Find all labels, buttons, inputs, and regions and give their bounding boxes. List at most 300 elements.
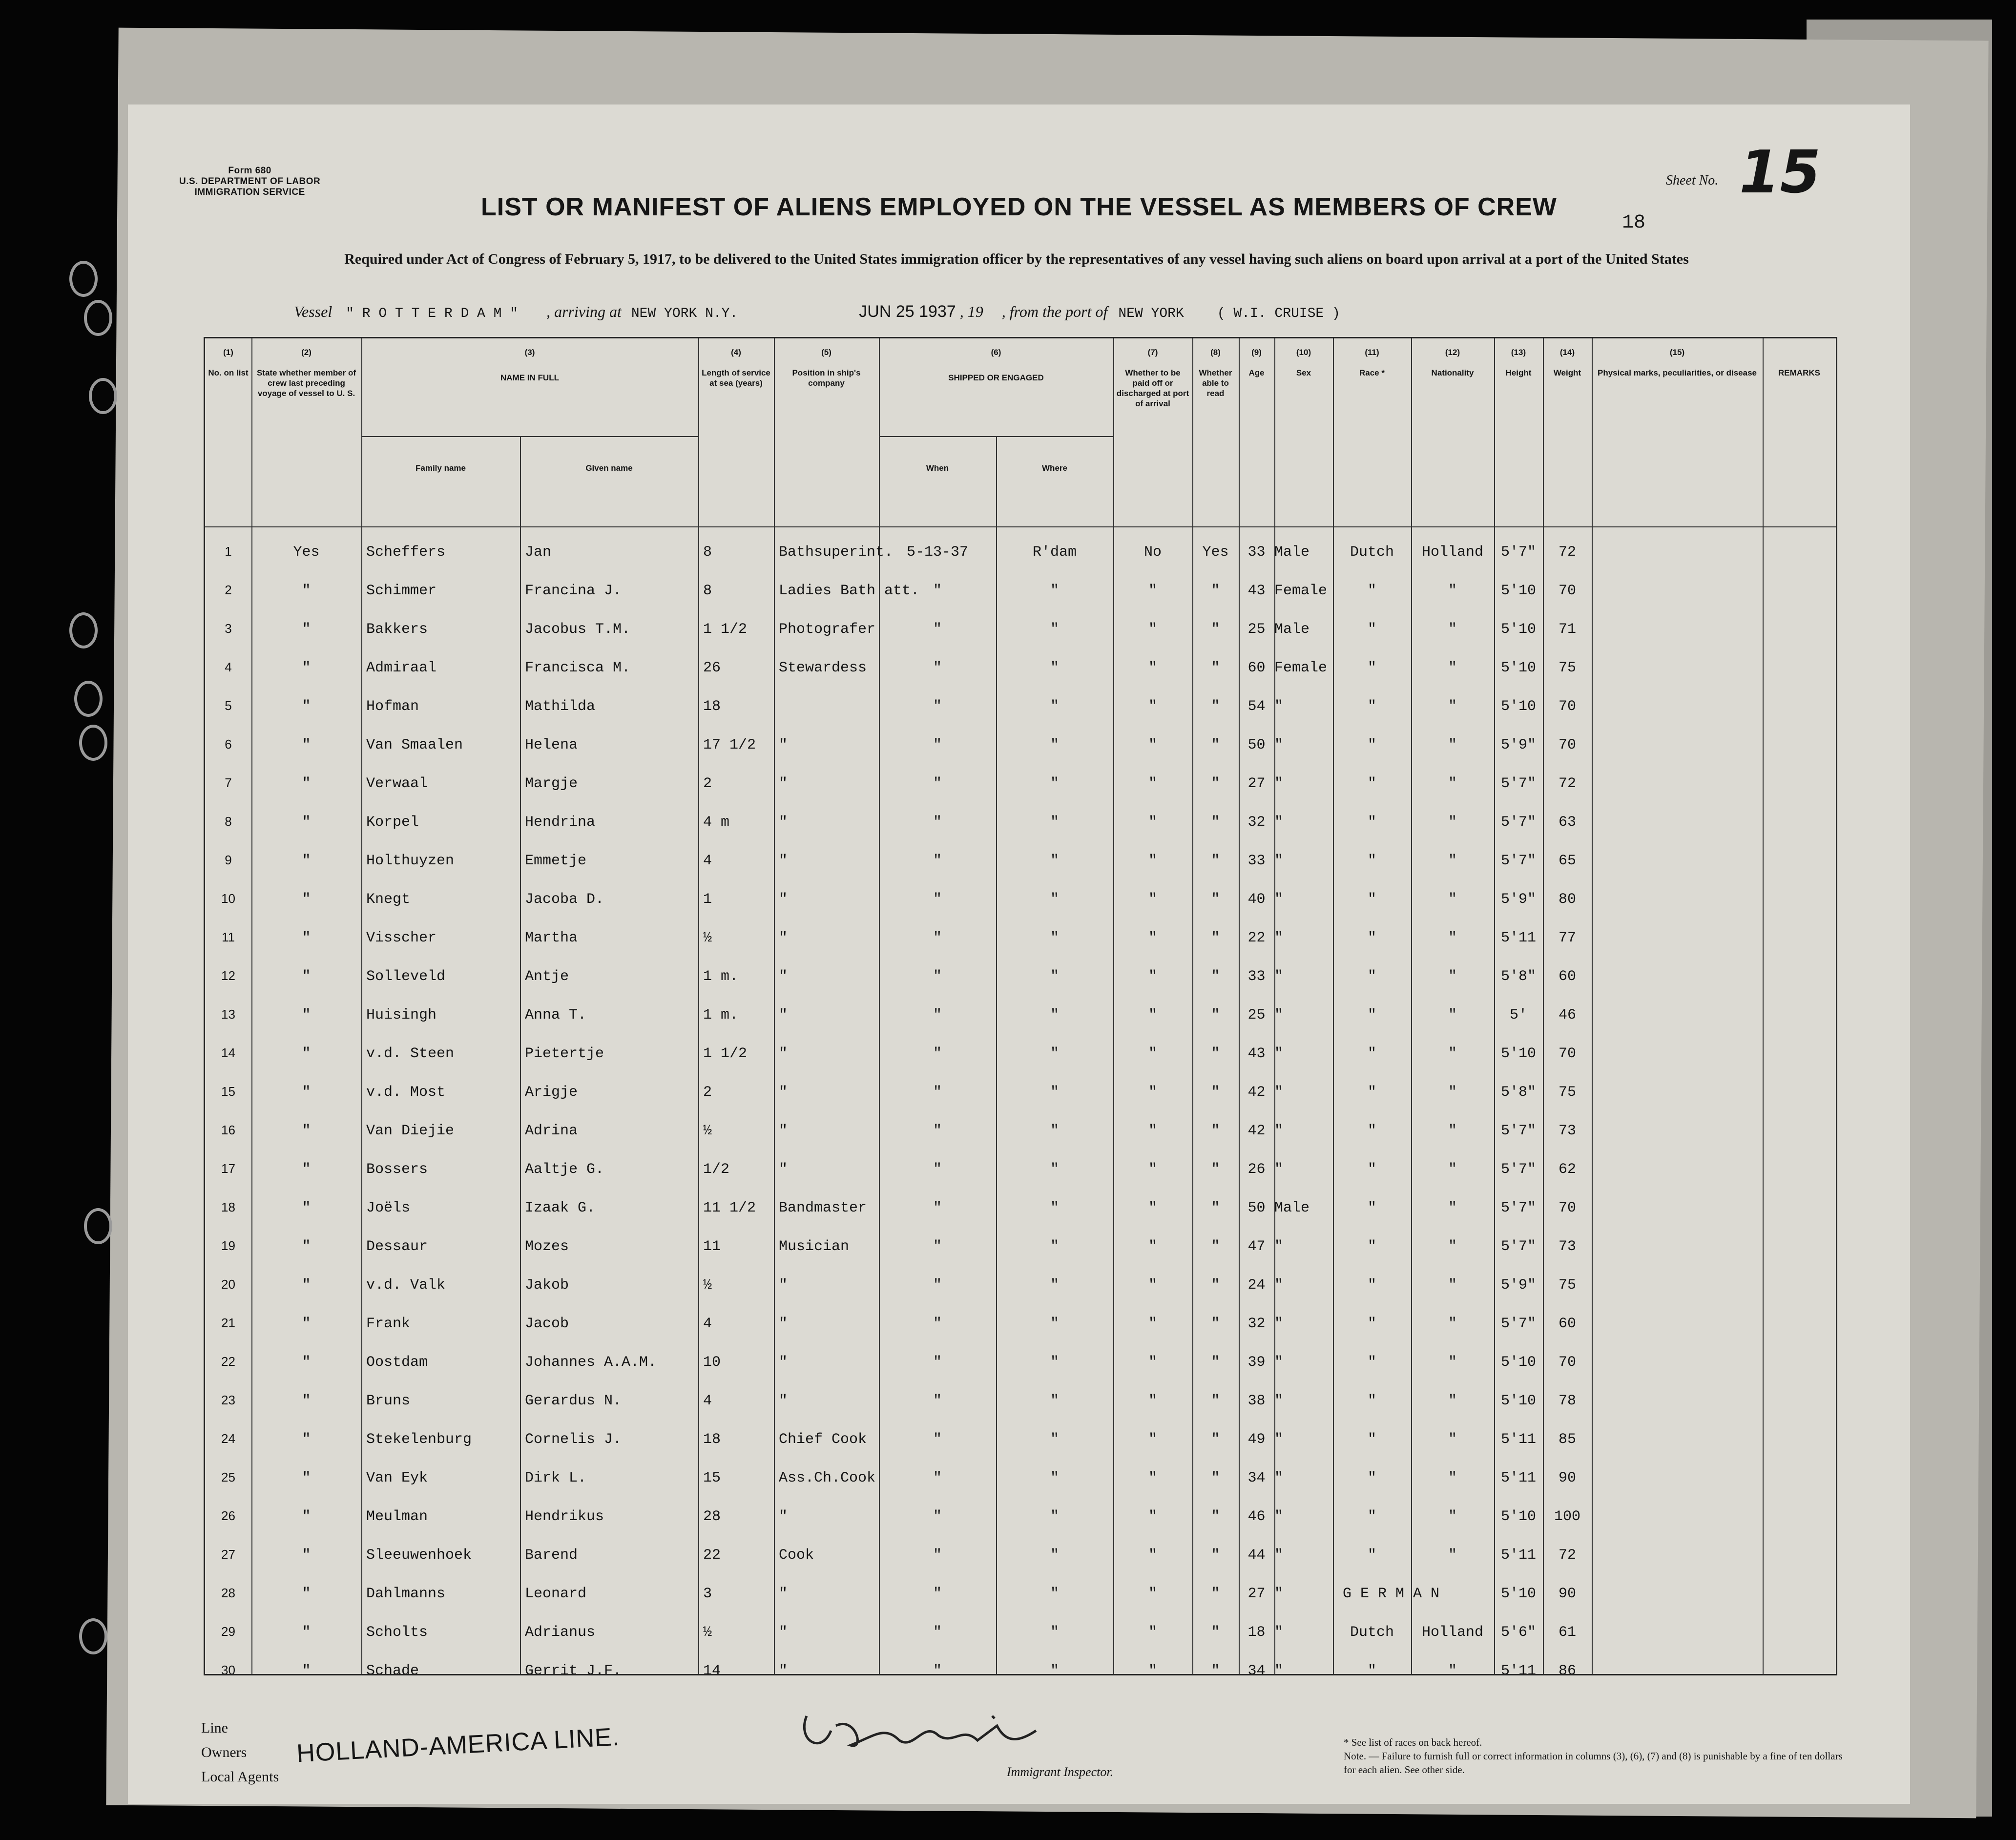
cell-age: 43: [1247, 583, 1266, 599]
cell-given: Margje: [525, 775, 578, 792]
cell-height: 5'10: [1500, 660, 1536, 676]
cell-position: ": [779, 1084, 788, 1101]
cell-prev: ": [302, 1547, 311, 1564]
cell-family: Holthuyzen: [366, 853, 455, 869]
cell-nat: ": [1448, 1393, 1457, 1409]
form-service: IMMIGRATION SERVICE: [194, 187, 305, 197]
cell-age: 25: [1247, 621, 1266, 638]
cell-position: Ass.Ch.Cook: [779, 1470, 876, 1486]
cell-no: 17: [221, 1161, 235, 1176]
cruise-note: ( W.I. CRUISE ): [1217, 306, 1340, 321]
cell-weight: 46: [1558, 1007, 1576, 1024]
cell-position: Ladies Bath att.: [779, 583, 920, 599]
cell-nat: ": [1448, 737, 1457, 753]
cell-nat: ": [1448, 775, 1457, 792]
cell-prev: ": [302, 1663, 311, 1679]
table-row: [205, 1306, 1836, 1344]
cell-height: 5'8": [1500, 1084, 1536, 1101]
cell-prev: ": [302, 1007, 311, 1024]
cell-paid: ": [1148, 1393, 1157, 1409]
cell-no: 2: [225, 583, 232, 597]
cell-race: ": [1367, 968, 1376, 985]
cell-sex: ": [1274, 698, 1284, 715]
cell-height: 5': [1509, 1007, 1527, 1024]
cell-given: Jan: [525, 544, 552, 561]
table-row: [205, 1113, 1836, 1151]
cell-sex: ": [1274, 1586, 1284, 1602]
table-row: [205, 1460, 1836, 1499]
cell-prev: ": [302, 930, 311, 946]
cell-position: ": [779, 1586, 788, 1602]
cell-nat: ": [1448, 1238, 1457, 1255]
cell-no: 23: [221, 1393, 235, 1407]
cell-service: ½: [703, 1277, 712, 1294]
cell-where: ": [1050, 660, 1059, 676]
cell-where: ": [1050, 775, 1059, 792]
cell-age: 60: [1247, 660, 1266, 676]
cell-read: ": [1211, 1393, 1220, 1409]
cell-position: ": [779, 1316, 788, 1332]
cell-given: Emmetje: [525, 853, 587, 869]
table-row: [205, 959, 1836, 997]
cell-weight: 72: [1558, 544, 1576, 561]
cell-nat: ": [1448, 1547, 1457, 1564]
cell-sex: ": [1274, 1663, 1284, 1679]
table-row: [205, 1537, 1836, 1576]
cell-position: ": [779, 930, 788, 946]
cell-height: 5'11: [1500, 1431, 1536, 1448]
cell-prev: ": [302, 1238, 311, 1255]
table-row: [205, 689, 1836, 727]
cell-height: 5'8": [1500, 968, 1536, 985]
cell-prev: ": [302, 1624, 311, 1641]
line-label: Line: [201, 1720, 228, 1736]
cell-race: Dutch: [1350, 1624, 1394, 1641]
cell-paid: ": [1148, 698, 1157, 715]
cell-height: 5'7": [1500, 775, 1536, 792]
subcolumn-header-family: Family name: [416, 463, 466, 473]
cell-weight: 60: [1558, 968, 1576, 985]
column-header: Height: [1505, 368, 1532, 377]
cell-prev: ": [302, 660, 311, 676]
cell-sex: ": [1274, 853, 1284, 869]
cell-where: ": [1050, 583, 1059, 599]
cell-race: ": [1367, 1045, 1376, 1062]
cell-nat: ": [1448, 968, 1457, 985]
cell-paid: ": [1148, 621, 1157, 638]
cell-weight: 85: [1558, 1431, 1576, 1448]
cell-age: 34: [1247, 1663, 1266, 1679]
cell-nat: ": [1448, 930, 1457, 946]
cell-no: 6: [225, 737, 232, 752]
cell-position: Musician: [779, 1238, 850, 1255]
cell-given: Izaak G.: [525, 1200, 596, 1216]
cell-paid: No: [1143, 544, 1162, 561]
cell-race: ": [1367, 1316, 1376, 1332]
cell-family: v.d. Most: [366, 1084, 446, 1101]
cell-when: ": [933, 1586, 942, 1602]
cell-paid: ": [1148, 1238, 1157, 1255]
cell-prev: ": [302, 1045, 311, 1062]
cell-height: 5'7": [1500, 1200, 1536, 1216]
cell-age: 32: [1247, 1316, 1266, 1332]
cell-paid: ": [1148, 1431, 1157, 1448]
cell-height: 5'11: [1500, 930, 1536, 946]
cell-prev: ": [302, 1470, 311, 1486]
cell-no: 14: [221, 1045, 235, 1060]
cell-service: 18: [703, 698, 721, 715]
cell-nat: ": [1448, 1007, 1457, 1024]
cell-paid: ": [1148, 1354, 1157, 1371]
cell-given: Leonard: [525, 1586, 587, 1602]
cell-prev: ": [302, 775, 311, 792]
cell-when: ": [933, 891, 942, 908]
cell-read: ": [1211, 1200, 1220, 1216]
cell-given: Gerardus N.: [525, 1393, 622, 1409]
cell-weight: 72: [1558, 775, 1576, 792]
cell-sex: Male: [1274, 1200, 1310, 1216]
cell-position: ": [779, 1663, 788, 1679]
cell-race: ": [1367, 1431, 1376, 1448]
punch-hole-icon: [69, 612, 98, 648]
cell-position: ": [779, 1277, 788, 1294]
cell-position: Photografer: [779, 621, 876, 638]
cell-race: ": [1367, 1470, 1376, 1486]
cell-read: ": [1211, 698, 1220, 715]
cell-no: 12: [221, 968, 235, 983]
cell-no: 10: [221, 891, 235, 906]
cell-given: Jacoba D.: [525, 891, 604, 908]
cell-paid: ": [1148, 1045, 1157, 1062]
cell-when: ": [933, 930, 942, 946]
cell-race: ": [1367, 891, 1376, 908]
cell-when: ": [933, 1316, 942, 1332]
cell-family: Solleveld: [366, 968, 446, 985]
cell-where: ": [1050, 1277, 1059, 1294]
cell-race: ": [1367, 814, 1376, 831]
cell-service: 11 1/2: [703, 1200, 756, 1216]
cell-height: 5'10: [1500, 583, 1536, 599]
cell-no: 13: [221, 1007, 235, 1022]
cell-where: ": [1050, 1663, 1059, 1679]
column-header: Whether to be paid off or discharged at port of arrival: [1116, 368, 1189, 408]
cell-no: 29: [221, 1624, 235, 1639]
column-header: Sex: [1296, 368, 1311, 377]
cell-nat: ": [1448, 621, 1457, 638]
cell-prev: Yes: [293, 544, 320, 561]
cell-given: Hendrikus: [525, 1508, 604, 1525]
cell-sex: Female: [1274, 583, 1328, 599]
cell-weight: 70: [1558, 583, 1576, 599]
cell-no: 22: [221, 1354, 235, 1369]
cell-age: 44: [1247, 1547, 1266, 1564]
cell-where: ": [1050, 1238, 1059, 1255]
cell-weight: 100: [1554, 1508, 1580, 1525]
cell-family: v.d. Valk: [366, 1277, 446, 1294]
cell-read: ": [1211, 930, 1220, 946]
cell-age: 42: [1247, 1084, 1266, 1101]
cell-service: ½: [703, 1624, 712, 1641]
cell-age: 18: [1247, 1624, 1266, 1641]
cell-family: Joëls: [366, 1200, 411, 1216]
cell-given: Adrina: [525, 1123, 578, 1139]
cell-prev: ": [302, 583, 311, 599]
cell-paid: ": [1148, 660, 1157, 676]
table-row: [205, 997, 1836, 1036]
cell-no: 1: [225, 544, 232, 559]
cell-weight: 75: [1558, 1084, 1576, 1101]
cell-age: 38: [1247, 1393, 1266, 1409]
cell-prev: ": [302, 1508, 311, 1525]
cell-given: Barend: [525, 1547, 578, 1564]
cell-read: ": [1211, 737, 1220, 753]
cell-age: 50: [1247, 1200, 1266, 1216]
cell-family: Bruns: [366, 1393, 411, 1409]
cell-weight: 77: [1558, 930, 1576, 946]
column-number: (15): [1669, 348, 1685, 357]
cell-sex: ": [1274, 930, 1284, 946]
cell-sex: ": [1274, 814, 1284, 831]
cell-sex: ": [1274, 1624, 1284, 1641]
cell-when: ": [933, 1084, 942, 1101]
cell-given: Jacob: [525, 1316, 569, 1332]
arriving-label: , arriving at: [546, 303, 622, 320]
cell-family: Van Smaalen: [366, 737, 463, 753]
cell-paid: ": [1148, 1547, 1157, 1564]
column-number: (10): [1296, 348, 1311, 357]
cell-when: ": [933, 583, 942, 599]
column-number: (13): [1511, 348, 1526, 357]
table-row: [205, 1267, 1836, 1306]
cell-read: ": [1211, 1316, 1220, 1332]
column-header: Race *: [1359, 368, 1385, 377]
cell-where: ": [1050, 1470, 1059, 1486]
cell-read: ": [1211, 1161, 1220, 1178]
cell-position: ": [779, 891, 788, 908]
cell-service: 3: [703, 1586, 712, 1602]
cell-weight: 78: [1558, 1393, 1576, 1409]
cell-sex: Male: [1274, 621, 1310, 638]
cell-service: ½: [703, 930, 712, 946]
cell-weight: 63: [1558, 814, 1576, 831]
cell-service: 10: [703, 1354, 721, 1371]
cell-paid: ": [1148, 891, 1157, 908]
cell-when: ": [933, 1200, 942, 1216]
cell-service: 4: [703, 1316, 712, 1332]
cell-race: ": [1367, 1161, 1376, 1178]
cell-where: ": [1050, 1586, 1059, 1602]
cell-paid: ": [1148, 1663, 1157, 1679]
cell-prev: ": [302, 1354, 311, 1371]
cell-given: Cornelis J.: [525, 1431, 622, 1448]
cell-read: ": [1211, 621, 1220, 638]
cell-weight: 75: [1558, 1277, 1576, 1294]
subcolumn-header-given: Given name: [585, 463, 633, 473]
cell-read: ": [1211, 1007, 1220, 1024]
cell-service: 1 m.: [703, 1007, 739, 1024]
cell-where: ": [1050, 1161, 1059, 1178]
cell-prev: ": [302, 968, 311, 985]
column-number: (8): [1210, 348, 1221, 357]
cell-nat: Holland: [1421, 1624, 1484, 1641]
column-number: (12): [1445, 348, 1460, 357]
cell-paid: ": [1148, 1277, 1157, 1294]
cell-when: ": [933, 1431, 942, 1448]
cell-race: ": [1367, 1663, 1376, 1679]
cell-read: ": [1211, 1508, 1220, 1525]
cell-where: ": [1050, 1316, 1059, 1332]
cell-read: ": [1211, 1238, 1220, 1255]
cell-paid: ": [1148, 1200, 1157, 1216]
table-row: [205, 1653, 1836, 1692]
cell-race: ": [1367, 930, 1376, 946]
table-row: [205, 611, 1836, 650]
cell-prev: ": [302, 1393, 311, 1409]
cell-weight: 71: [1558, 621, 1576, 638]
form-department: U.S. DEPARTMENT OF LABOR: [179, 176, 321, 187]
cell-family: Van Eyk: [366, 1470, 428, 1486]
cell-position: ": [779, 1161, 788, 1178]
cell-position: ": [779, 1393, 788, 1409]
cell-height: 5'9": [1500, 891, 1536, 908]
cell-race: ": [1367, 1547, 1376, 1564]
cell-position: ": [779, 1354, 788, 1371]
table-row: [205, 1614, 1836, 1653]
cell-where: R'dam: [1032, 544, 1077, 561]
cell-read: ": [1211, 775, 1220, 792]
cell-sex: Female: [1274, 660, 1328, 676]
table-row: [205, 881, 1836, 920]
column-number: (3): [524, 348, 535, 357]
cell-paid: ": [1148, 814, 1157, 831]
cell-where: ": [1050, 1431, 1059, 1448]
subcolumn-header-when: When: [926, 463, 949, 473]
cell-age: 47: [1247, 1238, 1266, 1255]
cell-paid: ": [1148, 583, 1157, 599]
cell-age: 32: [1247, 814, 1266, 831]
cell-age: 33: [1247, 853, 1266, 869]
footer-note: [1344, 1735, 1851, 1777]
cell-given: Antje: [525, 968, 569, 985]
cell-given: Gerrit J.F.: [525, 1663, 622, 1679]
cell-nat: ": [1448, 660, 1457, 676]
cell-when: ": [933, 814, 942, 831]
cell-sex: ": [1274, 1007, 1284, 1024]
cell-given: Jacobus T.M.: [525, 621, 631, 638]
column-header: Whether able to read: [1199, 368, 1232, 398]
cell-paid: ": [1148, 1470, 1157, 1486]
cell-family: Van Diejie: [366, 1123, 455, 1139]
column-header: Physical marks, peculiarities, or disease: [1597, 368, 1757, 377]
cell-height: 5'7": [1500, 1161, 1536, 1178]
cell-when: ": [933, 1470, 942, 1486]
cell-where: ": [1050, 1084, 1059, 1101]
cell-service: 11: [703, 1238, 721, 1255]
column-number: (14): [1559, 348, 1575, 357]
cell-weight: 65: [1558, 853, 1576, 869]
cell-race: G E R M A N: [1343, 1586, 1440, 1602]
cell-age: 54: [1247, 698, 1266, 715]
column-number: (4): [731, 348, 741, 357]
cell-when: ": [933, 1161, 942, 1178]
cell-race: ": [1367, 698, 1376, 715]
cell-prev: ": [302, 1200, 311, 1216]
cell-when: ": [933, 1238, 942, 1255]
cell-age: 22: [1247, 930, 1266, 946]
cell-nat: ": [1448, 698, 1457, 715]
cell-prev: ": [302, 1431, 311, 1448]
table-row: [205, 1499, 1836, 1537]
cell-position: Bandmaster: [779, 1200, 867, 1216]
cell-position: ": [779, 1508, 788, 1525]
cell-service: 2: [703, 775, 712, 792]
table-row: [205, 1074, 1836, 1113]
cell-where: ": [1050, 698, 1059, 715]
cell-no: 26: [221, 1508, 235, 1523]
cell-read: ": [1211, 1084, 1220, 1101]
subheader-rule: [361, 436, 698, 437]
cell-family: Bakkers: [366, 621, 428, 638]
table-row: [205, 804, 1836, 843]
cell-given: Francisca M.: [525, 660, 631, 676]
cell-read: ": [1211, 1547, 1220, 1564]
cell-read: ": [1211, 814, 1220, 831]
cell-height: 5'7": [1500, 1238, 1536, 1255]
cell-when: ": [933, 1624, 942, 1641]
cell-nat: Holland: [1421, 544, 1484, 561]
cell-height: 5'10: [1500, 1393, 1536, 1409]
cell-family: Frank: [366, 1316, 411, 1332]
cell-read: ": [1211, 1624, 1220, 1641]
cell-no: 9: [225, 853, 232, 867]
page-title: LIST OR MANIFEST OF ALIENS EMPLOYED ON THE VESSEL AS MEMBERS OF CREW: [481, 193, 1557, 221]
cell-weight: 70: [1558, 1200, 1576, 1216]
cell-family: Visscher: [366, 930, 437, 946]
cell-where: ": [1050, 968, 1059, 985]
cell-height: 5'11: [1500, 1547, 1536, 1564]
cell-service: 17 1/2: [703, 737, 756, 753]
cell-when: ": [933, 853, 942, 869]
cell-read: ": [1211, 583, 1220, 599]
cell-race: ": [1367, 1007, 1376, 1024]
cell-sex: ": [1274, 1238, 1284, 1255]
cell-when: ": [933, 1123, 942, 1139]
cell-paid: ": [1148, 930, 1157, 946]
cell-given: Anna T.: [525, 1007, 587, 1024]
cell-read: ": [1211, 1586, 1220, 1602]
cell-paid: ": [1148, 1161, 1157, 1178]
cell-paid: ": [1148, 1123, 1157, 1139]
cell-where: ": [1050, 737, 1059, 753]
cell-given: Mathilda: [525, 698, 596, 715]
cell-height: 5'10: [1500, 1586, 1536, 1602]
cell-prev: ": [302, 891, 311, 908]
table-row: [205, 650, 1836, 689]
cell-when: ": [933, 1508, 942, 1525]
cell-nat: ": [1448, 891, 1457, 908]
cell-nat: ": [1448, 1277, 1457, 1294]
cell-age: 27: [1247, 775, 1266, 792]
signature-scrawl-icon: [792, 1696, 1065, 1765]
cell-given: Arigje: [525, 1084, 578, 1101]
cell-age: 33: [1247, 544, 1266, 561]
cell-prev: ": [302, 737, 311, 753]
cell-when: ": [933, 1354, 942, 1371]
cell-prev: ": [302, 1316, 311, 1332]
cell-nat: ": [1448, 1084, 1457, 1101]
cell-read: ": [1211, 1045, 1220, 1062]
cell-height: 5'10: [1500, 698, 1536, 715]
